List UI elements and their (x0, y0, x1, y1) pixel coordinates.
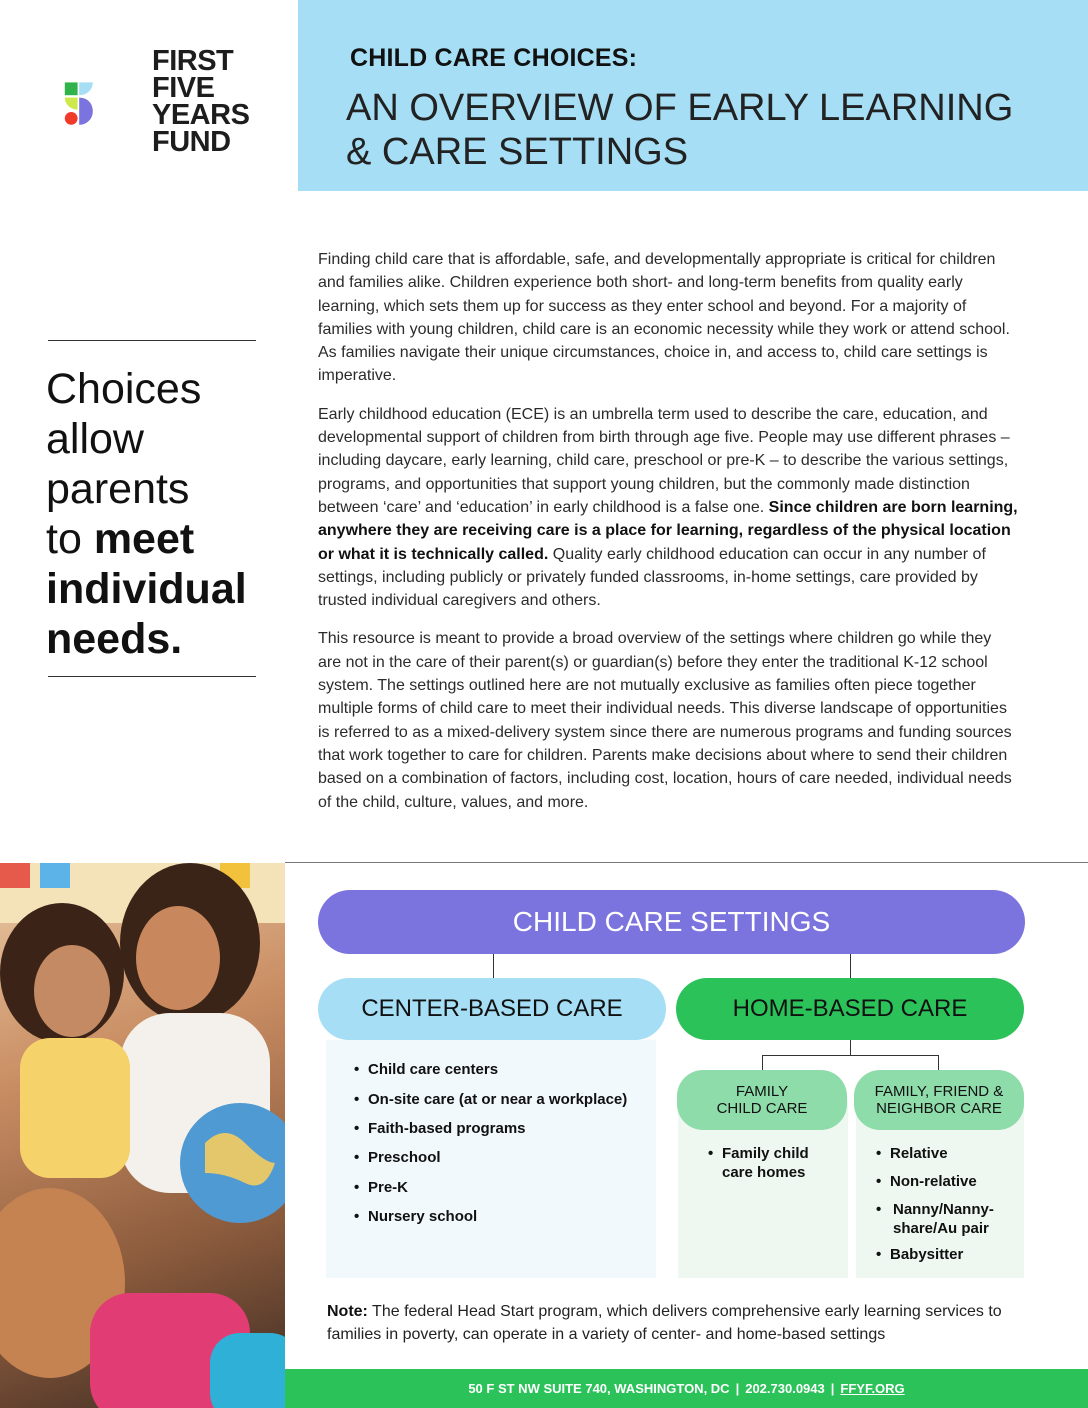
logo-lime-shape (65, 98, 78, 110)
photo-child-shirt (210, 1333, 285, 1408)
paragraph-ece (318, 403, 1018, 613)
logo-purple-shape (79, 98, 93, 125)
list-item: • Child care centers (352, 1061, 652, 1091)
list-item (706, 1144, 846, 1182)
body-text (318, 248, 1018, 829)
paragraph-ece-emphasis: Since children are born learning, anywhere they are receiving care is a place for learning, regardless of the physical location or what it is technically called. (318, 498, 1018, 563)
ffn-heading-line: NEIGHBOR CARE (876, 1100, 1002, 1117)
connector-home (850, 954, 851, 978)
footer-website-link[interactable]: FFYF.ORG (840, 1381, 905, 1396)
logo-wordmark (152, 45, 250, 158)
logo-word-first: FIRST (152, 45, 234, 77)
list-item-line: Family child (722, 1145, 809, 1162)
footer-separator: | (735, 1381, 740, 1396)
title-line-1: AN OVERVIEW OF EARLY LEARNING (346, 87, 1014, 129)
center-based-list (352, 1061, 652, 1225)
note-label: Note: (327, 1303, 368, 1320)
family-heading-line: CHILD CARE (716, 1100, 808, 1117)
logo-green-square (65, 82, 78, 95)
logo-word-years: YEARS (152, 99, 250, 131)
title-line-2: & CARE SETTINGS (346, 131, 689, 173)
photo-teacher-face (136, 906, 220, 1010)
quote-bold: needs. (46, 615, 183, 663)
footer-phone[interactable]: 202.730.0943 (745, 1381, 825, 1396)
list-item: • Nursery school (352, 1208, 652, 1225)
page-title (346, 86, 1046, 174)
photo-wall-tile (0, 863, 30, 888)
quote-line: to (46, 515, 94, 563)
list-item: • Babysitter (874, 1245, 1019, 1264)
ffn-heading-line: FAMILY, FRIEND & (874, 1083, 1004, 1100)
footer-address: 50 F ST NW SUITE 740, WASHINGTON, DC (468, 1381, 730, 1396)
connector-family (762, 1055, 763, 1070)
footer-separator: | (830, 1381, 835, 1396)
logo-red-circle (65, 112, 78, 125)
kicker: CHILD CARE CHOICES: (350, 44, 638, 72)
ffn-care-list (874, 1144, 1019, 1264)
list-item: • Faith-based programs (352, 1120, 652, 1149)
section-divider (285, 862, 1088, 863)
photo-illustration (0, 863, 285, 1408)
family-child-care-list (706, 1144, 846, 1182)
family-child-care-heading (677, 1070, 847, 1130)
quote-bold: meet (93, 515, 195, 563)
diagram-title: CHILD CARE SETTINGS (318, 890, 1025, 954)
quote-line: allow (46, 415, 144, 463)
photo-children-globe (0, 863, 285, 1408)
list-item: • Relative (874, 1144, 1019, 1163)
quote-top-rule (48, 340, 256, 341)
list-item: • Non-relative (874, 1172, 1019, 1191)
quote-bold: individual (46, 565, 247, 613)
footer (285, 1369, 1088, 1408)
photo-girl-face (34, 945, 110, 1037)
connector-center (493, 954, 494, 978)
list-item-line: care homes (722, 1164, 806, 1181)
list-item: • Nanny/Nanny-share/Au pair (874, 1200, 1013, 1238)
quote-bottom-rule (48, 676, 256, 677)
pull-quote (46, 364, 276, 664)
quote-line: parents (46, 465, 190, 513)
note-text: The federal Head Start program, which delivers comprehensive early learning services to families in poverty, can operate in a variety of center- and home-based settings (327, 1303, 1002, 1343)
ffn-care-heading (854, 1070, 1024, 1130)
logo-word-five: FIVE (152, 72, 215, 104)
quote-line: Choices (46, 365, 202, 413)
family-heading-line: FAMILY (735, 1083, 789, 1100)
list-item: • On-site care (at or near a workplace) (352, 1091, 652, 1120)
paragraph-ece-start: Early childhood education (ECE) is an umbrella term used to describe the care, education, and developmental support of children from birth through age five. People may use different phrases – including daycare, early learning, child care, preschool or pre-K – to describe the various settings, programs, and opportunities that support young children, but the commonly made distinction between ‘care’ and ‘education’ in early childhood is a false one. (318, 405, 1010, 516)
logo-word-fund: FUND (152, 126, 231, 158)
photo-girl-dress (20, 1038, 130, 1178)
connector-home-branch (762, 1055, 939, 1056)
paragraph-ece-end: Quality early childhood education can occur in any number of settings, including publicly or privately funded classrooms, in-home settings, care provided by trusted individual caregivers and others. (318, 545, 986, 610)
list-item: • Pre-K (352, 1179, 652, 1208)
connector-ffn (938, 1055, 939, 1070)
home-based-heading: HOME-BASED CARE (676, 978, 1024, 1040)
note (327, 1300, 1047, 1346)
connector-home-down (850, 1040, 851, 1056)
paragraph-intro: Finding child care that is affordable, safe, and developmentally appropriate is critical for children and families alike. Children experience both short- and long-term benefits from quality early learning, which sets them up for success as they enter school and beyond. For a majority of families with young children, child care is an economic necessity while they work or attend school. As families navigate their unique circumstances, choice in, and access to, child care settings is imperative. (318, 251, 1010, 385)
logo-mark (64, 48, 144, 160)
center-based-heading: CENTER-BASED CARE (318, 978, 666, 1040)
logo-blue-shape (79, 82, 93, 95)
photo-wall-tile (40, 863, 70, 888)
list-item: • Preschool (352, 1149, 652, 1179)
paragraph-resource: This resource is meant to provide a broad overview of the settings where children go while they are not in the care of their parent(s) or guardian(s) before they enter the traditional K-12 school system. The settings outlined here are not mutually exclusive as families often piece together multiple forms of child care to meet their individual needs. This diverse landscape of opportunities is referred to as a mixed-delivery system since there are numerous programs and funding sources that work together to care for children. Parents make decisions about where to send their children based on a combination of factors, including cost, location, hours of care needed, individual needs of the child, culture, values, and more. (318, 630, 1012, 811)
